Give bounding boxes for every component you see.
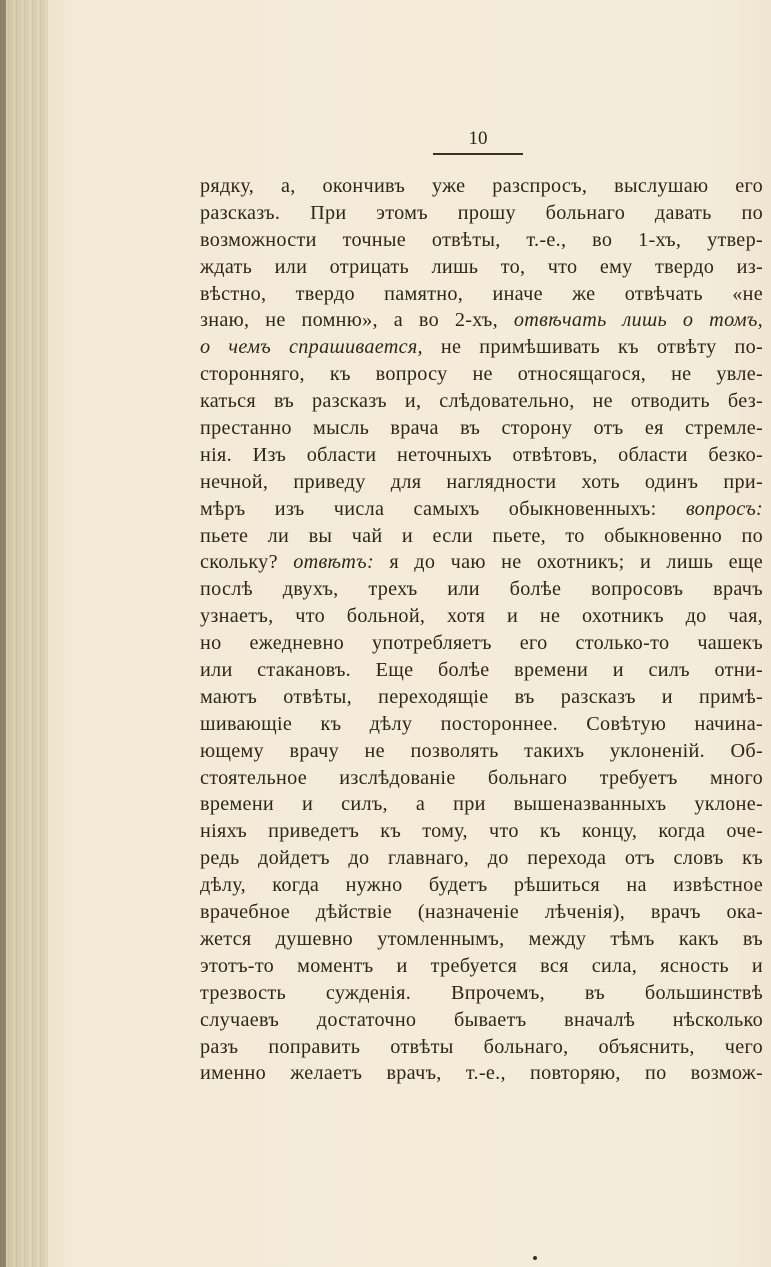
text-run: нія. Изъ области неточныхъ отвѣтовъ, области безко-	[200, 443, 763, 466]
text-line	[200, 738, 763, 765]
page-number-rule	[433, 153, 523, 155]
text-line	[200, 469, 763, 496]
text-run: рядку, а, окончивъ уже разспросъ, выслушаю его	[200, 175, 763, 197]
text-run: времени и силъ, а при вышеназванныхъ уклоне-	[200, 793, 763, 816]
text-run: пьете ли вы чай и если пьете, то обыкновенно по	[200, 524, 763, 547]
text-line	[200, 953, 763, 980]
text-run: стоятельное изслѣдованіе больнаго требуетъ много	[200, 766, 763, 789]
text-line	[200, 630, 763, 657]
text-line	[200, 926, 763, 953]
text-line	[200, 576, 763, 603]
text-run: каться въ разсказъ и, слѣдовательно, не отводить без-	[200, 390, 763, 413]
text-line	[200, 442, 763, 469]
text-line	[200, 899, 763, 926]
italic-text-run: отвѣчать лишь о томъ,	[513, 309, 763, 332]
text-line	[200, 227, 763, 254]
text-run: врачебное дѣйствіе (назначеніе лѣченія), врачъ ока-	[200, 901, 763, 924]
text-run: ждать или отрицать лишь то, что ему твердо из-	[200, 255, 763, 278]
text-run: знаю, не помню», а во 2-хъ,	[200, 309, 514, 332]
text-line	[200, 603, 763, 630]
text-run: я до чаю не охотникъ; и лишь еще	[373, 551, 763, 574]
text-run: узнаетъ, что больной, хотя и не охотникъ до чая,	[200, 605, 763, 628]
text-run: сторонняго, къ вопросу не относящагося, не увле-	[200, 363, 763, 386]
text-line	[200, 200, 763, 227]
text-line	[200, 872, 763, 899]
text-run: разсказъ. При этомъ прошу больнаго давать по	[200, 201, 763, 224]
text-run: возможности точные отвѣты, т.-е., во 1-хъ, утвер-	[200, 228, 763, 251]
italic-text-run: отвѣтъ:	[293, 551, 374, 574]
text-line	[200, 711, 763, 738]
text-line	[200, 818, 763, 845]
text-run: шивающіе къ дѣлу постороннее. Совѣтую начина-	[200, 712, 763, 735]
text-run: этотъ-то моментъ и требуется вся сила, ясность и	[200, 954, 763, 977]
ink-speck	[533, 1256, 537, 1260]
italic-text-run: о чемъ спрашивается,	[200, 336, 423, 359]
text-line	[200, 173, 763, 200]
text-run: вѣстно, твердо памятно, иначе же отвѣчать «не	[200, 282, 763, 305]
page-number: 10	[468, 128, 488, 149]
text-run: именно желаетъ врачъ, т.-е., повторяю, по возмож-	[200, 1062, 763, 1085]
book-spine-shadow	[0, 0, 48, 1267]
text-line	[200, 791, 763, 818]
text-run: или стакановъ. Еще болѣе времени и силъ отни-	[200, 659, 763, 682]
text-run: не примѣшивать къ отвѣту по-	[422, 336, 764, 359]
text-run: маютъ отвѣты, переходящіе въ разсказъ и примѣ-	[200, 685, 763, 708]
text-line	[200, 254, 763, 281]
text-run: редь дойдетъ до главнаго, до перехода отъ словъ къ	[200, 847, 763, 870]
text-run: нечной, приведу для наглядности хоть одинъ при-	[200, 470, 763, 493]
text-line	[200, 684, 763, 711]
text-line	[200, 657, 763, 684]
text-line	[200, 1034, 763, 1061]
text-line	[200, 281, 763, 308]
body-text	[200, 173, 763, 1087]
text-line	[200, 980, 763, 1007]
text-run: дѣлу, когда нужно будетъ рѣшиться на извѣстное	[200, 874, 763, 897]
text-run: ющему врачу не позволять такихъ уклоненій. Об-	[200, 739, 763, 762]
text-line	[200, 1060, 763, 1087]
text-line	[200, 1007, 763, 1034]
text-run: трезвость сужденія. Впрочемъ, въ большинствѣ	[200, 981, 763, 1004]
text-run: ніяхъ приведетъ къ тому, что къ концу, когда оче-	[200, 820, 763, 843]
text-line	[200, 388, 763, 415]
text-line	[200, 523, 763, 550]
text-line	[200, 496, 763, 523]
text-run: престанно мысль врача въ сторону отъ ея стремле-	[200, 417, 763, 440]
text-run: мѣръ изъ числа самыхъ обыкновенныхъ:	[200, 497, 686, 520]
text-run: жется душевно утомленнымъ, между тѣмъ какъ въ	[200, 927, 763, 950]
text-line	[200, 334, 763, 361]
text-run: случаевъ достаточно бываетъ вначалѣ нѣсколько	[200, 1008, 763, 1031]
text-line	[200, 307, 763, 334]
text-line	[200, 765, 763, 792]
text-run: скольку?	[200, 551, 294, 574]
text-run: разъ поправить отвѣты больнаго, объяснить, чего	[200, 1035, 763, 1058]
text-run: но ежедневно употребляетъ его столько-то чашекъ	[200, 632, 763, 655]
italic-text-run: вопросъ:	[685, 497, 763, 520]
book-spine-edge	[0, 0, 6, 1267]
text-line	[200, 549, 763, 576]
text-line	[200, 415, 763, 442]
text-line	[200, 361, 763, 388]
text-run: послѣ двухъ, трехъ или болѣе вопросовъ врачъ	[200, 578, 763, 601]
text-line	[200, 845, 763, 872]
